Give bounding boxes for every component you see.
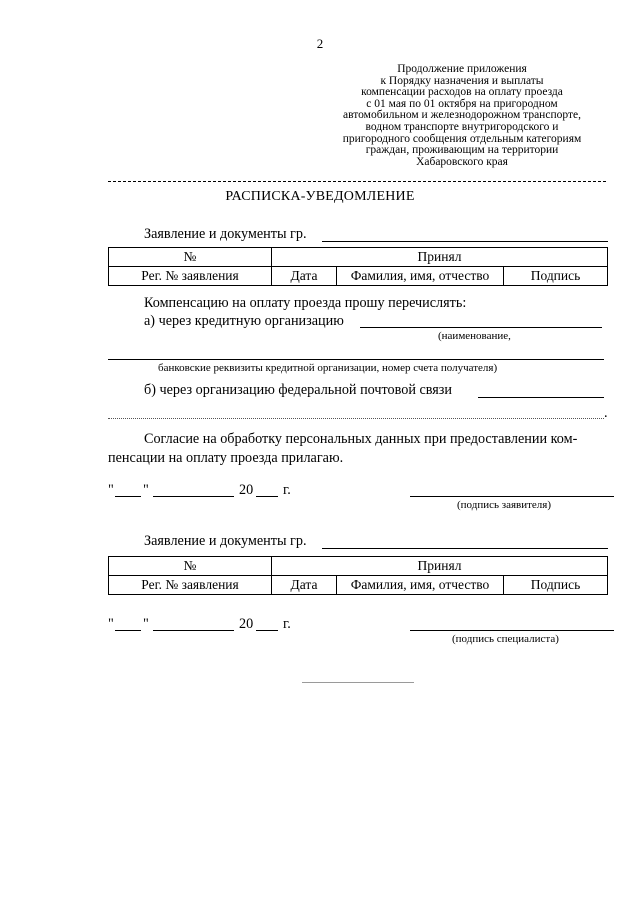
col-date-header: Дата — [272, 267, 337, 286]
date-quote-close: " — [143, 482, 149, 498]
date-day-field-2[interactable] — [115, 630, 141, 631]
applicant-signature-hint: (подпись заявителя) — [457, 499, 552, 511]
end-separator — [302, 682, 414, 683]
date-day-field[interactable] — [115, 496, 141, 497]
applicant-label: Заявление и документы гр. — [144, 226, 307, 242]
applicant-name-field[interactable] — [322, 241, 608, 242]
bank-name-hint: (наименование, — [438, 330, 511, 342]
post-office-field[interactable] — [478, 397, 604, 398]
date-year-field-2[interactable] — [256, 630, 278, 631]
col-num-header: № — [109, 557, 272, 576]
header-line: с 01 мая по 01 октября на пригородном — [366, 97, 558, 110]
bank-name-field[interactable] — [360, 327, 602, 328]
col-sign-header: Подпись — [504, 267, 608, 286]
post-details-field[interactable] — [108, 418, 604, 419]
option-b-label: б) через организацию федеральной почтовой связи — [144, 382, 452, 398]
line-period: . — [604, 405, 608, 421]
date-year-prefix-2: 20 — [239, 616, 254, 632]
date-year-suffix-2: г. — [283, 616, 291, 632]
document-title: РАСПИСКА-УВЕДОМЛЕНИЕ — [225, 189, 415, 204]
header-line: граждан, проживающим на территории — [365, 144, 559, 157]
header-line: Хабаровского края — [416, 155, 508, 168]
applicant-label-2: Заявление и документы гр. — [144, 533, 307, 549]
col-fio-header: Фамилия, имя, отчество — [337, 576, 504, 595]
col-date-header: Дата — [272, 576, 337, 595]
date-quote-close-2: " — [143, 616, 149, 632]
header-line: Продолжение приложения — [397, 63, 527, 75]
col-fio-header: Фамилия, имя, отчество — [337, 267, 504, 286]
col-sign-header: Подпись — [504, 576, 608, 595]
header-line: водном транспорте внутригородского и — [365, 120, 559, 133]
header-line: к Порядку назначения и выплаты — [380, 74, 544, 87]
receipt-table — [108, 247, 608, 286]
applicant-signature-field[interactable] — [410, 496, 614, 497]
specialist-signature-hint: (подпись специалиста) — [452, 633, 559, 645]
col-received-header: Принял — [272, 248, 608, 267]
page-number: 2 — [316, 36, 324, 51]
date-year-prefix: 20 — [239, 482, 254, 498]
header-line: пригородного сообщения отдельным категориям — [342, 132, 582, 145]
applicant-name-field-2[interactable] — [322, 548, 608, 549]
header-line: компенсации расходов на оплату проезда — [361, 86, 563, 99]
col-num-header: № — [109, 248, 272, 267]
date-month-field-2[interactable] — [153, 630, 234, 631]
col-reg-header: Рег. № заявления — [109, 267, 272, 286]
cut-line — [108, 181, 606, 182]
bank-details-hint: банковские реквизиты кредитной организации, номер счета получателя) — [158, 362, 498, 374]
col-reg-header: Рег. № заявления — [109, 576, 272, 595]
col-received-header: Принял — [272, 557, 608, 576]
compensation-intro: Компенсацию на оплату проезда прошу перечислять: — [144, 295, 467, 311]
header-line: автомобильном и железнодорожном транспорте, — [343, 109, 581, 122]
consent-line-1: Согласие на обработку персональных данных при предоставлении ком- — [144, 431, 578, 447]
date-year-suffix: г. — [283, 482, 291, 498]
receipt-table-2 — [108, 556, 608, 595]
appendix-header — [312, 64, 612, 168]
option-a-label: а) через кредитную организацию — [144, 313, 344, 329]
consent-line-2: пенсации на оплату проезда прилагаю. — [108, 450, 344, 466]
date-quote-open: " — [108, 482, 114, 498]
date-year-field[interactable] — [256, 496, 278, 497]
date-month-field[interactable] — [153, 496, 234, 497]
date-quote-open-2: " — [108, 616, 114, 632]
bank-details-field[interactable] — [108, 359, 604, 360]
specialist-signature-field[interactable] — [410, 630, 614, 631]
